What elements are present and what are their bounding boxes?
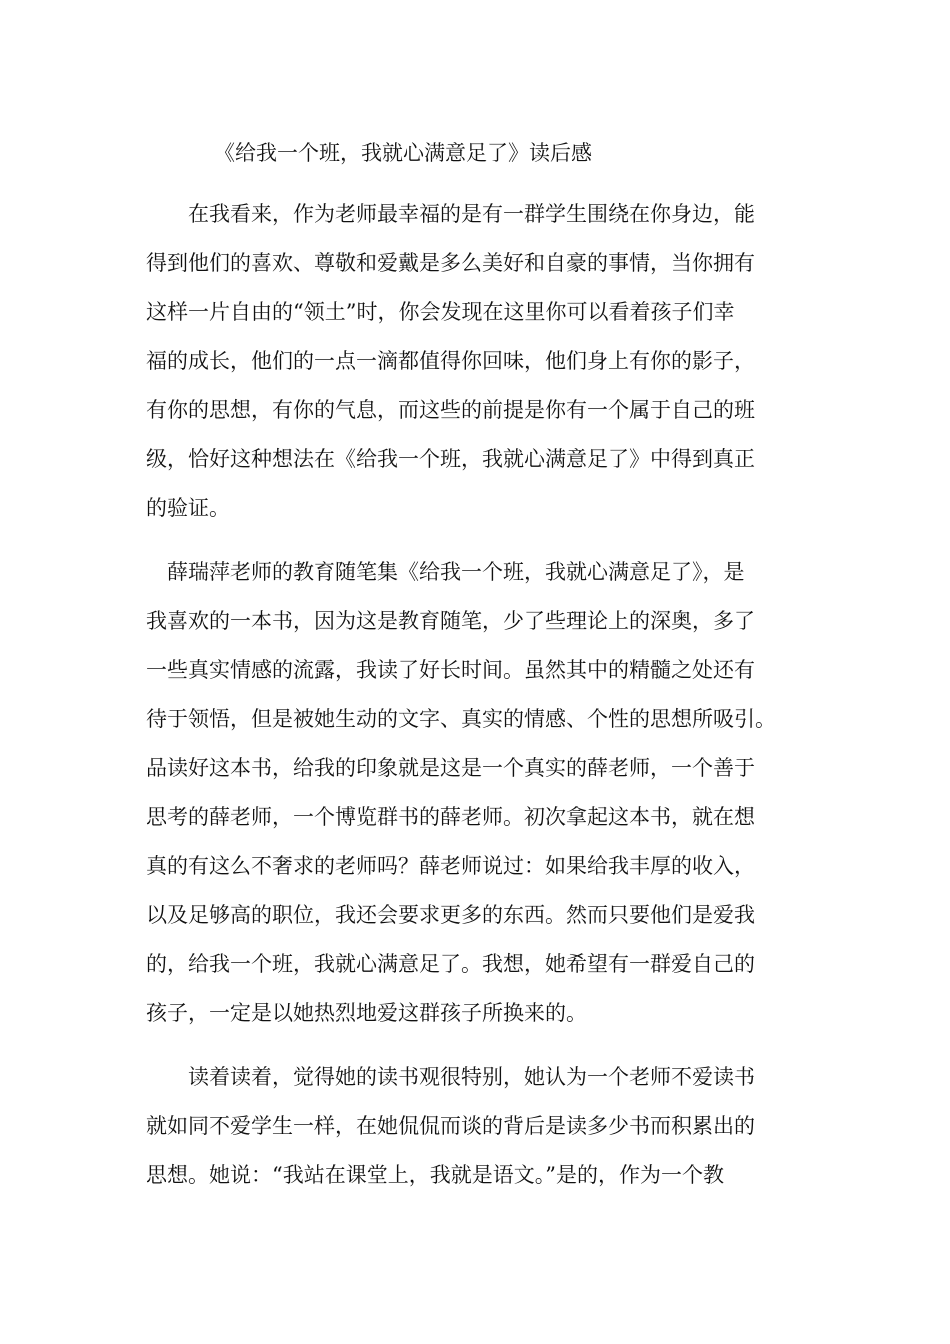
paragraph-line: 真的有这么不奢求的老师吗？薛老师说过：如果给我丰厚的收入， (146, 854, 755, 878)
paragraph-line: 就如同不爱学生一样，在她侃侃而谈的背后是读多少书而积累出的 (146, 1114, 755, 1138)
paragraph-line: 这样一片自由的“领土”时，你会发现在这里你可以看着孩子们幸 (146, 300, 735, 324)
paragraph-line: 待于领悟，但是被她生动的文字、真实的情感、个性的思想所吸引。 (146, 707, 776, 731)
paragraph-line: 级，恰好这种想法在《给我一个班，我就心满意足了》中得到真正 (146, 447, 755, 471)
paragraph-line: 的验证。 (146, 496, 230, 520)
paragraph-line: 思想。她说：“我站在课堂上，我就是语文。”是的，作为一个教 (146, 1163, 724, 1187)
paragraph-line: 薛瑞萍老师的教育随笔集《给我一个班，我就心满意足了》，是 (146, 560, 745, 584)
paragraph-line: 品读好这本书，给我的印象就是这是一个真实的薛老师，一个善于 (146, 756, 755, 780)
paragraph-line: 孩子，一定是以她热烈地爱这群孩子所换来的。 (146, 1001, 587, 1025)
paragraph-line: 以及足够高的职位，我还会要求更多的东西。然而只要他们是爱我 (146, 903, 755, 927)
paragraph-line: 思考的薛老师，一个博览群书的薛老师。初次拿起这本书，就在想 (146, 805, 755, 829)
paragraph-line: 的，给我一个班，我就心满意足了。我想，她希望有一群爱自己的 (146, 952, 755, 976)
paragraph-line: 福的成长，他们的一点一滴都值得你回味，他们身上有你的影子， (146, 349, 755, 373)
paragraph-line: 读着读着，觉得她的读书观很特别，她认为一个老师不爱读书 (146, 1065, 755, 1089)
document-title: 《给我一个班，我就心满意足了》读后感 (214, 141, 592, 165)
paragraph-line: 在我看来，作为老师最幸福的是有一群学生围绕在你身边，能 (146, 202, 755, 226)
paragraph-line: 有你的思想，有你的气息，而这些的前提是你有一个属于自己的班 (146, 398, 755, 422)
paragraph-line: 一些真实情感的流露，我读了好长时间。虽然其中的精髓之处还有 (146, 658, 755, 682)
paragraph-line: 我喜欢的一本书，因为这是教育随笔，少了些理论上的深奥，多了 (146, 609, 755, 633)
paragraph-line: 得到他们的喜欢、尊敬和爱戴是多么美好和自豪的事情，当你拥有 (146, 251, 755, 275)
